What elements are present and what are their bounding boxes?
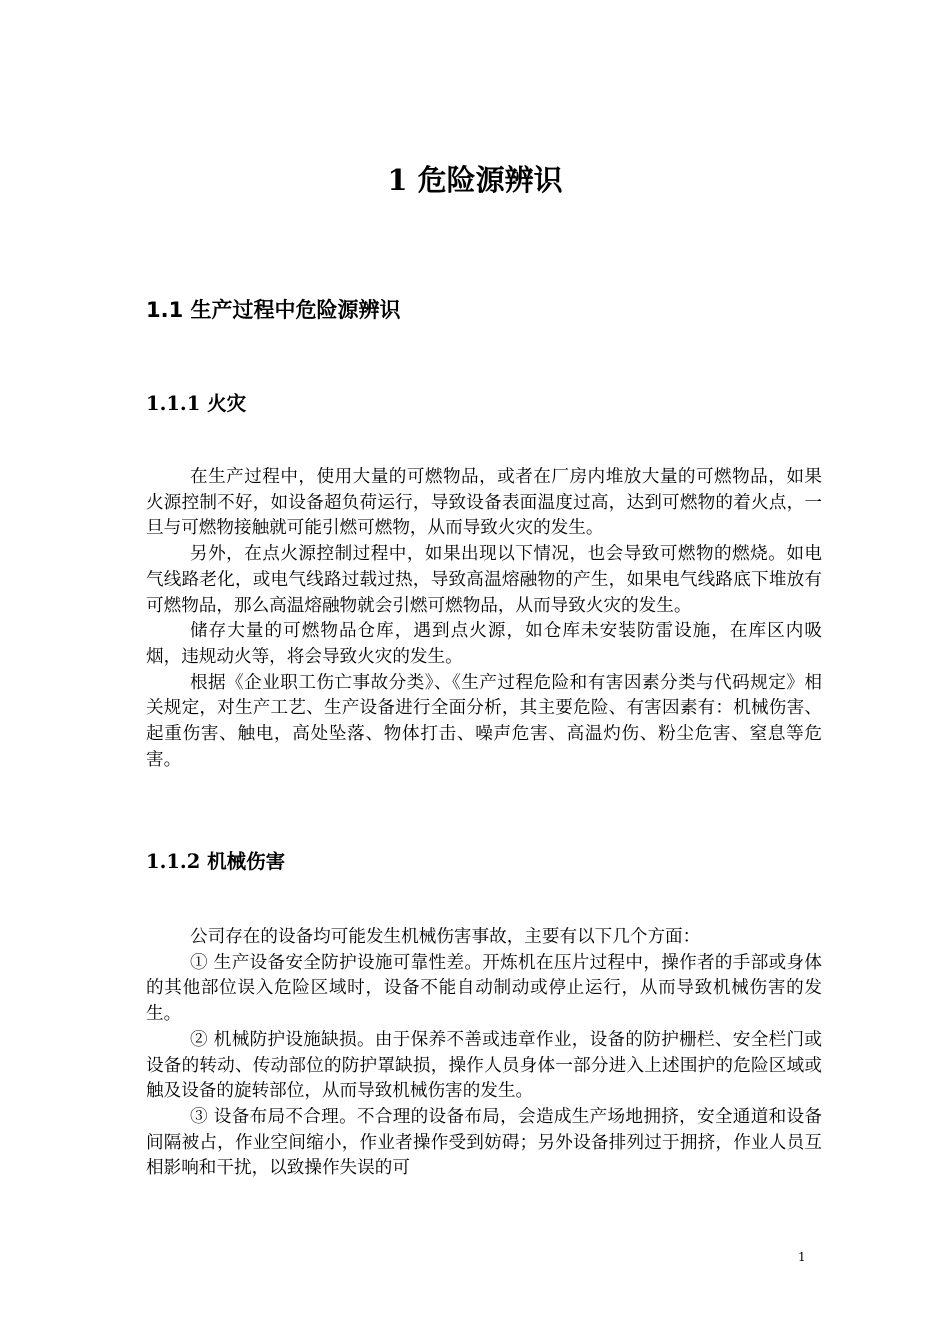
document-title: 1 危险源辨识 (387, 163, 563, 197)
paragraph: ① 生产设备安全防护设施可靠性差。开炼机在压片过程中，操作者的手部或身体的其他部位误入危险区域时，设备不能自动制动或停止运行，从而导致机械伤害的发生。 (146, 952, 822, 1025)
page-number: 1 (798, 1250, 806, 1264)
paragraph: 另外，在点火源控制过程中，如果出现以下情况，也会导致可燃物的燃烧。如电气线路老化，或电气线路过载过热，导致高温熔融物的产生，如果电气线路底下堆放有可燃物品，那么高温熔融物就会引燃可燃物品，从而导致火灾的发生。 (146, 544, 822, 616)
subsection-heading-fire: 1.1.1 火灾 (146, 392, 247, 415)
paragraph: 根据《企业职工伤亡事故分类》、《生产过程危险和有害因素分类与代码规定》相关规定，对生产工艺、生产设备进行全面分析，其主要危险、有害因素有：机械伤害、起重伤害、触电，高处坠落、物体打击、噪声危害、高温灼伤、粉尘危害、窒息等危害。 (146, 672, 822, 770)
subsection-body-fire (146, 465, 822, 773)
paragraph: ② 机械防护设施缺损。由于保养不善或违章作业，设备的防护栅栏、安全栏门或设备的转动、传动部位的防护罩缺损，操作人员身体一部分进入上述围护的危险区域或触及设备的旋转部位，从而导致机械伤害的发生。 (146, 1029, 822, 1102)
section-heading: 1.1 生产过程中危险源辨识 (146, 298, 401, 322)
paragraph: 在生产过程中，使用大量的可燃物品，或者在厂房内堆放大量的可燃物品，如果火源控制不好，如设备超负荷运行，导致设备表面温度过高，达到可燃物的着火点，一旦与可燃物接触就可能引燃可燃物，从而导致火灾的发生。 (146, 467, 822, 539)
paragraph: 公司存在的设备均可能发生机械伤害事故，主要有以下几个方面： (190, 927, 701, 947)
subsection-body-mechanical (146, 925, 822, 1182)
paragraph: 储存大量的可燃物品仓库，遇到点火源，如仓库未安装防雷设施，在库区内吸烟，违规动火等，将会导致火灾的发生。 (146, 621, 822, 667)
subsection-heading-mechanical: 1.1.2 机械伤害 (146, 850, 286, 873)
paragraph: ③ 设备布局不合理。不合理的设备布局，会造成生产场地拥挤，安全通道和设备间隔被占，作业空间缩小，作业者操作受到妨碍；另外设备排列过于拥挤，作业人员互相影响和干扰，以致操作失误的可 (146, 1106, 822, 1179)
